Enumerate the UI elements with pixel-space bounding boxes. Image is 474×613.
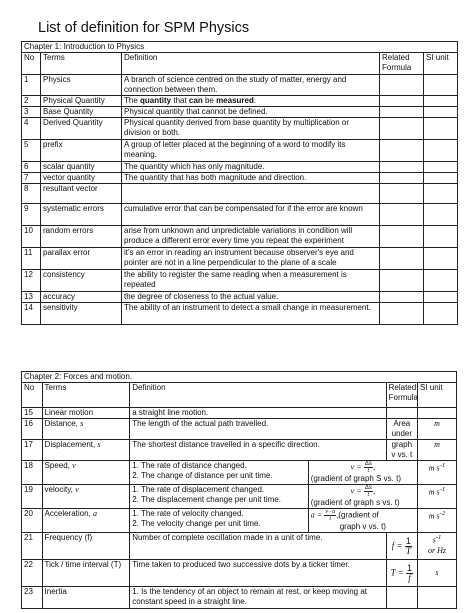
row-definition: The quantity that has both magnitude and direction. [122, 173, 380, 184]
header-definition: Definition [130, 383, 386, 408]
row-definition: A branch of science centred on the study of matter, energy and connection between them. [122, 75, 380, 96]
row-si-unit: m [418, 419, 457, 440]
row-formula: f = $\frac{1}{T}$ [386, 533, 417, 560]
row-definition: The length of the actual path travelled. [130, 419, 386, 440]
table-row [22, 533, 457, 560]
header-formula: Related Formula [380, 53, 424, 75]
row-term: random errors [41, 226, 122, 248]
header-si-unit: SI unit [424, 53, 458, 75]
row-definition: Number of complete oscillation made in a unit of time. [130, 533, 386, 560]
row-term: parallax error [41, 248, 122, 270]
row-no: 7 [22, 173, 41, 184]
table-caption: Chapter 1: Introduction to Physics [22, 42, 458, 53]
row-no: 21 [22, 533, 43, 560]
row-term: velocity, v [42, 485, 130, 509]
row-no: 17 [22, 440, 43, 461]
table-row [22, 162, 458, 173]
row-definition: The quantity which has only magnitude. [122, 162, 380, 173]
row-definition: The shortest distance travelled in a specific direction. [130, 440, 386, 461]
row-term: systematic errors [41, 204, 122, 226]
table-caption: Chapter 2: Forces and motion. [22, 372, 457, 383]
row-no: 14 [22, 303, 41, 325]
header-si-unit: SI unit [418, 383, 457, 408]
row-definition: Time taken to produced two successive dots by a ticker timer. [130, 560, 386, 587]
row-definition: The quantity that can be measured. [122, 96, 380, 107]
row-no: 13 [22, 292, 41, 303]
row-definition: 1. The rate of displacement changed. 2. The displacement change per unit time. [130, 485, 309, 509]
row-term: resultant vector [41, 184, 122, 204]
row-no: 12 [22, 270, 41, 292]
table-row [22, 419, 457, 440]
row-no: 8 [22, 184, 41, 204]
row-si-unit: $s^{-1}$ or Hz [418, 533, 457, 560]
table-row [22, 140, 458, 162]
header-formula: Related Formula [386, 383, 417, 408]
row-definition: the degree of closeness to the actual value. [122, 292, 380, 303]
row-no: 20 [22, 509, 43, 533]
row-term: Inertia [42, 587, 130, 609]
row-formula: Area under [386, 419, 417, 440]
table-row [22, 440, 457, 461]
row-formula: v = $\frac{\Delta s}{t}$ , (gradient of graph s vs. t) [308, 485, 417, 509]
row-definition: A group of letter placed at the beginning of a word to modify its meaning. [122, 140, 380, 162]
row-no: 11 [22, 248, 41, 270]
row-term: Acceleration, a [42, 509, 130, 533]
row-definition: The ability of an instrument to detect a small change in measurement. [122, 303, 380, 325]
row-no: 16 [22, 419, 43, 440]
row-term: Base Quantity [41, 107, 122, 118]
row-term: vector quantity [41, 173, 122, 184]
row-term: Linear motion [42, 408, 130, 419]
row-term: Displacement, s [42, 440, 130, 461]
row-term: Physical Quantity [41, 96, 122, 107]
row-no: 1 [22, 75, 41, 96]
table-row [22, 204, 458, 226]
row-no: 19 [22, 485, 43, 509]
row-no: 3 [22, 107, 41, 118]
row-term: Derived Quantity [41, 118, 122, 140]
table-row [22, 461, 457, 485]
table-row [22, 587, 457, 609]
row-definition: a straight line motion. [130, 408, 386, 419]
table-row [22, 248, 458, 270]
header-terms: Terms [41, 53, 122, 75]
table-row [22, 118, 458, 140]
row-no: 4 [22, 118, 41, 140]
row-definition [122, 184, 380, 204]
row-si-unit: m [418, 440, 457, 461]
row-no: 15 [22, 408, 43, 419]
row-no: 22 [22, 560, 43, 587]
table-row [22, 270, 458, 292]
row-definition: Physical quantity derived from base quantity by multiplication or division or both. [122, 118, 380, 140]
header-no: No [22, 383, 43, 408]
row-definition: cumulative error that can be compensated for if the error are known [122, 204, 380, 226]
row-no: 9 [22, 204, 41, 226]
row-si-unit: m $s^{-2}$ [418, 509, 457, 533]
table-row [22, 173, 458, 184]
table-row [22, 292, 458, 303]
row-definition: 1. The rate of velocity changed. 2. The velocity change per unit time. [130, 509, 309, 533]
row-definition: Physical quantity that cannot be defined. [122, 107, 380, 118]
table-row [22, 107, 458, 118]
row-formula: graph v vs. t [386, 440, 417, 461]
header-no: No [22, 53, 41, 75]
row-term: Tick / time interval (T) [42, 560, 130, 587]
header-definition: Definition [122, 53, 380, 75]
row-term: prefix [41, 140, 122, 162]
row-si-unit: m $s^{-1}$ [418, 461, 457, 485]
row-term: Speed, v [42, 461, 130, 485]
table-row [22, 560, 457, 587]
row-si-unit: s [418, 560, 457, 587]
table-row [22, 184, 458, 204]
table-row [22, 303, 458, 325]
row-term: scalar quantity [41, 162, 122, 173]
row-definition: the ability to register the same reading when a measurement is repeated [122, 270, 380, 292]
table-row [22, 226, 458, 248]
row-no: 5 [22, 140, 41, 162]
table-row [22, 509, 457, 533]
row-no: 6 [22, 162, 41, 173]
chapter-2-table [21, 371, 457, 609]
row-formula: v = $\frac{\Delta s}{t}$ , (gradient of graph S vs. t) [308, 461, 417, 485]
table-row [22, 75, 458, 96]
row-no: 23 [22, 587, 43, 609]
table-row [22, 485, 457, 509]
row-formula: T = $\frac{1}{f}$ [386, 560, 417, 587]
row-term: sensitivity [41, 303, 122, 325]
table-row [22, 408, 457, 419]
row-si-unit: m $s^{-1}$ [418, 485, 457, 509]
row-no: 18 [22, 461, 43, 485]
row-formula: a = $\frac{v-u}{t}$ ,(gradient of graph v vs. t) [308, 509, 417, 533]
chapter-1-table [21, 41, 458, 325]
table-row [22, 96, 458, 107]
row-no: 10 [22, 226, 41, 248]
header-terms: Terms [42, 383, 130, 408]
row-term: Physics [41, 75, 122, 96]
row-definition: 1. Is the tendency of an object to remain at rest, or keep moving at constant speed in a straight line. [130, 587, 386, 609]
row-term: consistency [41, 270, 122, 292]
row-definition: it's an error in reading an instrument because observer's eye and pointer are not in a line perpendicular to the plane of a scale [122, 248, 380, 270]
row-term: Frequency (f) [42, 533, 130, 560]
row-no: 2 [22, 96, 41, 107]
row-term: accuracy [41, 292, 122, 303]
row-term: Distance, s [42, 419, 130, 440]
page-title: List of definition for SPM Physics [38, 20, 250, 36]
row-definition: 1. The rate of distance changed. 2. The change of distance per unit time. [130, 461, 309, 485]
row-definition: arise from unknown and unpredictable variations in condition will produce a different error every time you repeat the experiment [122, 226, 380, 248]
